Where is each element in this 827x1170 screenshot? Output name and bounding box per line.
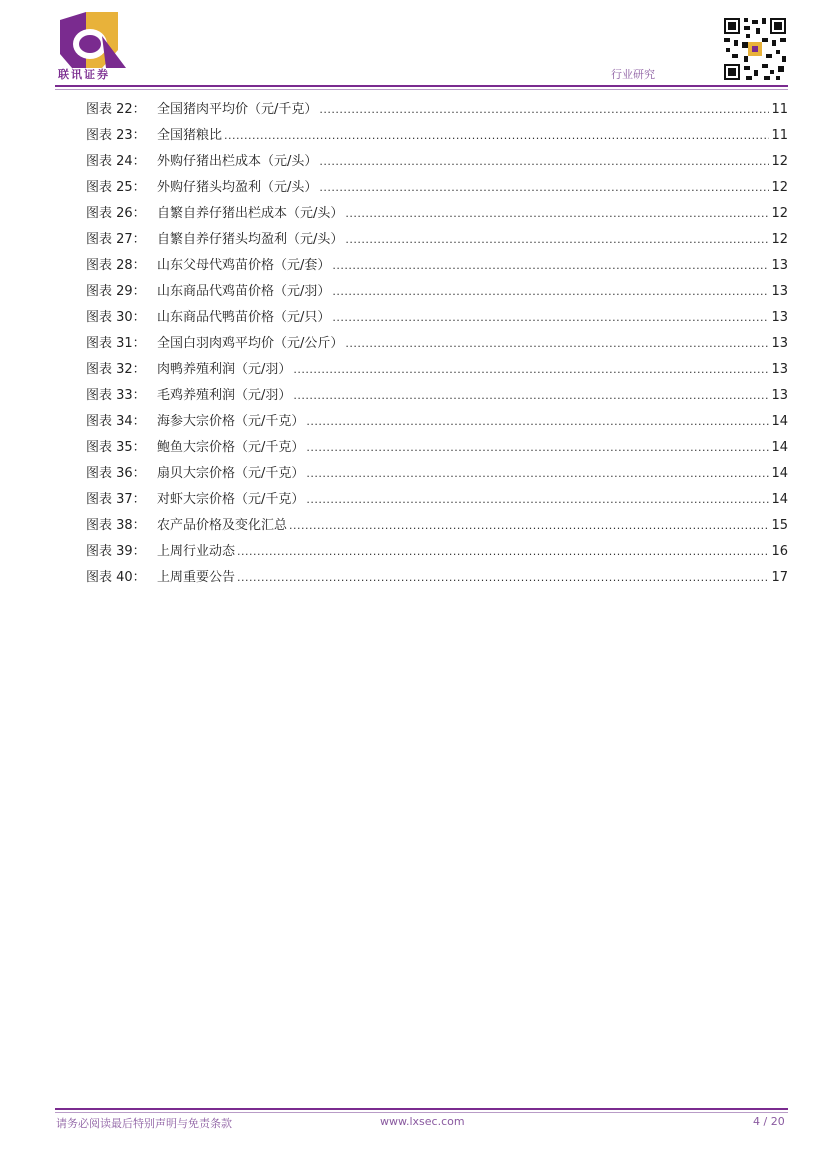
toc-entry-title: 全国白羽肉鸡平均价（元/公斤） — [157, 336, 344, 351]
company-name: 联讯证券 — [58, 68, 110, 81]
header-rule-thin — [55, 89, 788, 90]
toc-entry-title: 鲍鱼大宗价格（元/千克） — [157, 440, 305, 455]
toc-entry-page: 14 — [771, 466, 788, 481]
toc-entry-title: 毛鸡养殖利润（元/羽） — [157, 388, 292, 403]
toc-entry[interactable] — [86, 435, 788, 461]
toc-dot-leader — [332, 305, 769, 331]
toc-entry-label: 图表 34： — [86, 414, 146, 429]
toc-entry[interactable] — [86, 97, 788, 123]
toc-entry[interactable] — [86, 253, 788, 279]
toc-entry[interactable] — [86, 383, 788, 409]
toc-entry-page: 12 — [771, 206, 788, 221]
toc-dot-leader — [345, 227, 769, 253]
toc-entry[interactable] — [86, 279, 788, 305]
toc-entry-label: 图表 23： — [86, 128, 146, 143]
toc-entry-label: 图表 38： — [86, 518, 146, 533]
toc-entry-title: 上周重要公告 — [157, 570, 236, 585]
toc-entry-page: 15 — [771, 518, 788, 533]
toc-dot-leader — [332, 279, 769, 305]
toc-entry-page: 11 — [771, 102, 788, 117]
toc-entry-title: 全国猪粮比 — [157, 128, 223, 143]
toc-entry-label: 图表 39： — [86, 544, 146, 559]
toc-entry-label: 图表 35： — [86, 440, 146, 455]
toc-entry-label: 图表 32： — [86, 362, 146, 377]
toc-entry-label: 图表 26： — [86, 206, 146, 221]
toc-entry[interactable] — [86, 331, 788, 357]
footer-rule — [55, 1108, 788, 1110]
toc-entry-label: 图表 28： — [86, 258, 146, 273]
toc-entry-page: 16 — [771, 544, 788, 559]
toc-entry[interactable] — [86, 201, 788, 227]
header-rule — [55, 85, 788, 87]
toc-dot-leader — [224, 123, 769, 149]
toc-entry-label: 图表 40： — [86, 570, 146, 585]
toc-entry-title: 扇贝大宗价格（元/千克） — [157, 466, 305, 481]
page-number: 4 / 20 — [753, 1115, 785, 1128]
toc-dot-leader — [319, 149, 769, 175]
toc-entry[interactable] — [86, 305, 788, 331]
toc-entry-title: 山东父母代鸡苗价格（元/套） — [157, 258, 331, 273]
qr-code-icon — [722, 16, 788, 82]
toc-dot-leader — [293, 383, 769, 409]
toc-entry[interactable] — [86, 487, 788, 513]
footer-disclaimer: 请务必阅读最后特别声明与免责条款 — [56, 1117, 232, 1130]
footer-website-link[interactable]: www.lxsec.com — [380, 1115, 465, 1128]
toc-entry[interactable] — [86, 461, 788, 487]
toc-entry-label: 图表 27： — [86, 232, 146, 247]
toc-entry-title: 肉鸭养殖利润（元/羽） — [157, 362, 292, 377]
toc-entry-page: 14 — [771, 440, 788, 455]
toc-entry-label: 图表 37： — [86, 492, 146, 507]
toc-entry-page: 13 — [771, 362, 788, 377]
toc-entry-title: 海参大宗价格（元/千克） — [157, 414, 305, 429]
toc-entry-title: 自繁自养仔猪头均盈利（元/头） — [157, 232, 344, 247]
toc-dot-leader — [345, 331, 769, 357]
toc-dot-leader — [306, 487, 769, 513]
toc-entry-page: 13 — [771, 258, 788, 273]
toc-entry-label: 图表 31： — [86, 336, 146, 351]
toc-entry-label: 图表 30： — [86, 310, 146, 325]
toc-entry-page: 14 — [771, 414, 788, 429]
toc-entry-page: 12 — [771, 154, 788, 169]
toc-dot-leader — [306, 461, 769, 487]
section-title: 行业研究 — [611, 68, 655, 81]
toc-entry-label: 图表 36： — [86, 466, 146, 481]
toc-entry[interactable] — [86, 513, 788, 539]
toc-entry-page: 11 — [771, 128, 788, 143]
toc-dot-leader — [345, 201, 769, 227]
toc-dot-leader — [319, 175, 769, 201]
toc-dot-leader — [293, 357, 769, 383]
toc-entry-page: 13 — [771, 388, 788, 403]
toc-entry-page: 14 — [771, 492, 788, 507]
toc-entry[interactable] — [86, 175, 788, 201]
toc-entry-title: 山东商品代鸭苗价格（元/只） — [157, 310, 331, 325]
toc-entry[interactable] — [86, 149, 788, 175]
toc-entry-label: 图表 25： — [86, 180, 146, 195]
page-header — [0, 0, 827, 92]
toc-dot-leader — [306, 435, 769, 461]
toc-entry-label: 图表 33： — [86, 388, 146, 403]
toc-entry-label: 图表 29： — [86, 284, 146, 299]
toc-entry-label: 图表 24： — [86, 154, 146, 169]
toc-entry-title: 山东商品代鸡苗价格（元/羽） — [157, 284, 331, 299]
toc-entry-label: 图表 22： — [86, 102, 146, 117]
toc-dot-leader — [319, 97, 769, 123]
toc-entry-title: 上周行业动态 — [157, 544, 236, 559]
toc-entry-page: 13 — [771, 310, 788, 325]
toc-entry-page: 12 — [771, 232, 788, 247]
toc-entry[interactable] — [86, 409, 788, 435]
toc-entry[interactable] — [86, 357, 788, 383]
toc-entry-title: 全国猪肉平均价（元/千克） — [157, 102, 318, 117]
toc-dot-leader — [237, 565, 769, 591]
toc-entry-page: 13 — [771, 336, 788, 351]
toc-entry-page: 17 — [771, 570, 788, 585]
toc-entry[interactable] — [86, 565, 788, 591]
toc-entry[interactable] — [86, 123, 788, 149]
figure-index-list — [86, 97, 788, 591]
toc-entry-title: 农产品价格及变化汇总 — [157, 518, 288, 533]
toc-entry-title: 自繁自养仔猪出栏成本（元/头） — [157, 206, 344, 221]
toc-dot-leader — [332, 253, 769, 279]
toc-entry-title: 对虾大宗价格（元/千克） — [157, 492, 305, 507]
toc-entry-title: 外购仔猪头均盈利（元/头） — [157, 180, 318, 195]
toc-entry-title: 外购仔猪出栏成本（元/头） — [157, 154, 318, 169]
toc-entry[interactable] — [86, 539, 788, 565]
toc-entry[interactable] — [86, 227, 788, 253]
footer-rule-thin — [55, 1112, 788, 1113]
toc-dot-leader — [237, 539, 769, 565]
toc-dot-leader — [306, 409, 769, 435]
toc-entry-page: 12 — [771, 180, 788, 195]
toc-entry-page: 13 — [771, 284, 788, 299]
toc-dot-leader — [289, 513, 769, 539]
